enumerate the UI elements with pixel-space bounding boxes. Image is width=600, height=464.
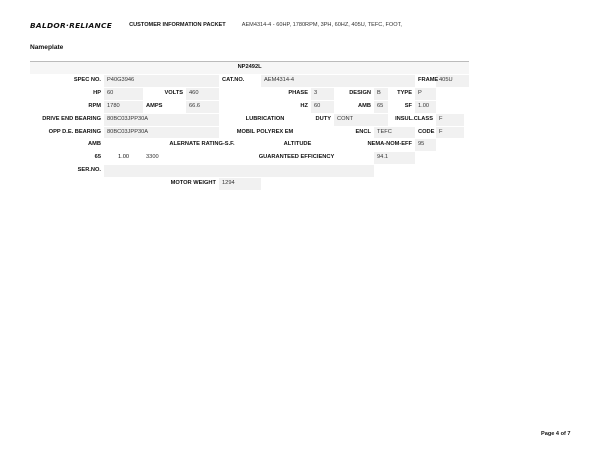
design-label: DESIGN: [334, 87, 374, 100]
cat-no-label: CAT.NO.: [219, 74, 261, 87]
amb-label: AMB: [334, 100, 374, 113]
insul-class-value: F: [436, 113, 464, 126]
duty-value: CONT: [334, 113, 388, 126]
guaranteed-efficiency-value: 94.1: [374, 152, 415, 165]
lubrication-value: MOBIL POLYREX EM: [219, 126, 311, 139]
ser-no-label: SER.NO.: [30, 165, 104, 178]
motor-weight-value: 1294: [219, 178, 261, 191]
lubrication-label: LUBRICATION: [219, 113, 311, 126]
duty-label: DUTY: [311, 113, 334, 126]
brand-logo: BALDOR·RELIANCE: [30, 20, 113, 30]
table-row: [30, 152, 469, 165]
sf-value: 1.00: [415, 100, 436, 113]
amps-label: AMPS: [143, 100, 186, 113]
motor-weight-label: MOTOR WEIGHT: [104, 178, 219, 191]
rpm-label: RPM: [30, 100, 104, 113]
product-description: AEM4314-4 - 60HP, 1780RPM, 3PH, 60HZ, 405U, TEFC, FOOT,: [241, 22, 402, 28]
insul-class-label: INSUL.CLASS: [388, 113, 436, 126]
table-row: [30, 165, 469, 178]
nema-nom-eff-value: 95: [415, 139, 436, 152]
ser-no-value: [104, 165, 311, 178]
table-row: [30, 139, 469, 152]
drive-end-bearing-value: 80BC03JPP30A: [104, 113, 219, 126]
rpm-value: 1780: [104, 100, 143, 113]
altitude-label: ALTITUDE: [261, 139, 334, 152]
phase-label: PHASE: [261, 87, 311, 100]
amps-value: 66.6: [186, 100, 219, 113]
spec-no-value: P40G3946: [104, 74, 219, 87]
guaranteed-efficiency-label: GUARANTEED EFFICIENCY: [219, 152, 374, 165]
nema-nom-eff-label: NEMA-NOM-EFF: [334, 139, 415, 152]
volts-label: VOLTS: [143, 87, 186, 100]
frame-value: 405U: [436, 74, 469, 87]
phase-value: 3: [311, 87, 334, 100]
table-row: [30, 178, 469, 191]
encl-label: ENCL: [334, 126, 374, 139]
cat-no-value: AEM4314-4: [261, 74, 415, 87]
encl-value: TEFC: [374, 126, 415, 139]
opp-de-bearing-value: 80BC03JPP30A: [104, 126, 219, 139]
altitude-value: 3300: [143, 152, 186, 165]
nameplate-id: NP2492L: [30, 62, 469, 75]
amb-value: 65: [374, 100, 388, 113]
table-row: [30, 87, 469, 100]
table-row: [30, 100, 469, 113]
volts-value: 460: [186, 87, 219, 100]
type-label: TYPE: [388, 87, 415, 100]
document-title: CUSTOMER INFORMATION PACKET: [129, 22, 226, 28]
page-number: Page 4 of 7: [541, 431, 571, 437]
section-heading: Nameplate: [30, 44, 64, 51]
hp-label: HP: [30, 87, 104, 100]
amb-rating-value: 65: [30, 152, 104, 165]
frame-label: FRAME: [415, 74, 436, 87]
alternate-rating-label: ALERNATE RATING-S.F.: [143, 139, 261, 152]
nameplate-id-row: [30, 62, 469, 75]
code-label: CODE: [415, 126, 436, 139]
hz-value: 60: [311, 100, 334, 113]
code-value: F: [436, 126, 464, 139]
hp-value: 60: [104, 87, 143, 100]
opp-de-bearing-label: OPP D.E. BEARING: [30, 126, 104, 139]
table-row: [30, 113, 469, 126]
sf-label: SF: [388, 100, 415, 113]
nameplate-table: [30, 61, 469, 191]
spec-no-label: SPEC NO.: [30, 74, 104, 87]
alternate-rating-value: 1.00: [104, 152, 143, 165]
table-row: [30, 74, 469, 87]
hz-label: HZ: [261, 100, 311, 113]
amb-rating-label: AMB: [30, 139, 104, 152]
type-value: P: [415, 87, 436, 100]
drive-end-bearing-label: DRIVE END BEARING: [30, 113, 104, 126]
table-row: [30, 126, 469, 139]
design-value: B: [374, 87, 388, 100]
document-header: [30, 19, 402, 31]
